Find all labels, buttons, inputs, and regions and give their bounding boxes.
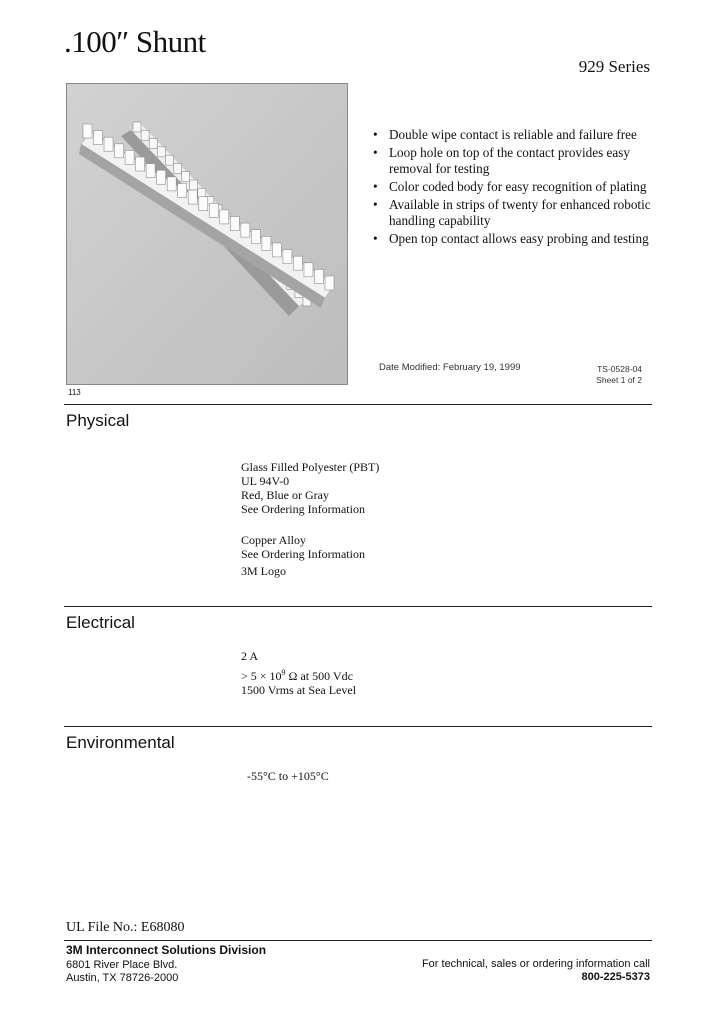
environmental-heading: Environmental [66,733,175,752]
plating-value: See Ordering Information [241,547,365,561]
division-name: 3M Interconnect Solutions Division [66,943,267,957]
document-info [596,364,642,386]
address-line-1: 6801 River Place Blvd. [66,959,178,971]
flammability-value: UL 94V-0 [241,474,290,488]
strip-tooth [165,155,173,165]
strip-tooth [167,177,176,191]
strip-tooth [115,144,124,158]
physical-heading: Physical [66,411,130,430]
phone-number: 800-225-5373 [581,971,650,983]
strip-tooth [182,172,190,182]
document-number: TS-0528-04 [597,364,642,374]
feature-item: • Color coded body for easy recognition of plating [373,179,673,195]
insulation-resistance-exponent: 9 [281,668,286,677]
color-value: Red, Blue or Gray [241,488,329,502]
shunt-strips-image [67,84,347,384]
strip-tooth [83,124,92,138]
strip-tooth [146,164,155,178]
sheet-number: Sheet 1 of 2 [596,375,642,385]
strip-tooth [133,122,141,132]
feature-item: • Loop hole on top of the contact provides easy removal for testing [373,145,673,177]
insulation-material-value: Glass Filled Polyester (PBT) [241,460,380,474]
product-photo [66,83,348,385]
address [66,959,178,985]
color-note: See Ordering Information [241,502,365,516]
temperature-rating-value: -55°C to +105°C [247,769,329,783]
marking-value: 3M Logo [241,564,286,578]
strip-tooth [220,210,229,224]
date-modified: Date Modified: February 19, 1999 [379,362,521,373]
strip-tooth [125,150,134,164]
strip-tooth [251,230,260,244]
contact-text: For technical, sales or ordering information call [421,958,650,970]
insulation-resistance-suffix: Ω at 500 Vdc [285,669,353,683]
section-divider [64,606,652,607]
address-line-2: Austin, TX 78726-2000 [66,972,179,984]
feature-item: • Open top contact allows easy probing and testing [373,231,673,247]
strip-tooth [136,157,145,171]
footer-divider [64,940,652,941]
strip-tooth [230,217,239,231]
feature-item: • Double wipe contact is reliable and failure free [373,127,673,143]
strip-tooth [241,223,250,237]
insulation-resistance-prefix: > 5 × 10 [241,669,282,683]
strip-tooth [325,276,334,290]
strip-tooth [283,250,292,264]
section-divider [64,726,652,727]
insulation-resistance-value [241,666,353,683]
strip-tooth [188,190,197,204]
strip-tooth [209,203,218,217]
ul-file-number: UL File No.: E68080 [66,920,185,935]
withstanding-voltage-value: 1500 Vrms at Sea Level [241,683,357,697]
page-title: .100″ Shunt [64,24,206,59]
electrical-heading: Electrical [66,613,135,632]
strip-tooth [314,269,323,283]
series-label: 929 Series [578,57,650,76]
photo-number: 113 [68,388,81,397]
strip-tooth [149,139,157,149]
strip-tooth [157,170,166,184]
strip-tooth [304,263,313,277]
strip-tooth [178,183,187,197]
feature-item: • Available in strips of twenty for enhanced robotic handling capability [373,197,673,229]
strip-tooth [293,256,302,270]
section-divider [64,404,652,405]
contact-material-value: Copper Alloy [241,533,306,547]
strip-tooth [190,180,198,190]
strip-tooth [199,197,208,211]
feature-list [373,127,673,249]
strip-tooth [141,130,149,140]
contact-info [422,958,650,984]
strip-tooth [94,131,103,145]
strip-tooth [157,147,165,157]
strip-tooth [104,137,113,151]
strip-tooth [262,236,271,250]
current-rating-value: 2 A [241,649,259,663]
strip-tooth [272,243,281,257]
strip-tooth [173,163,181,173]
